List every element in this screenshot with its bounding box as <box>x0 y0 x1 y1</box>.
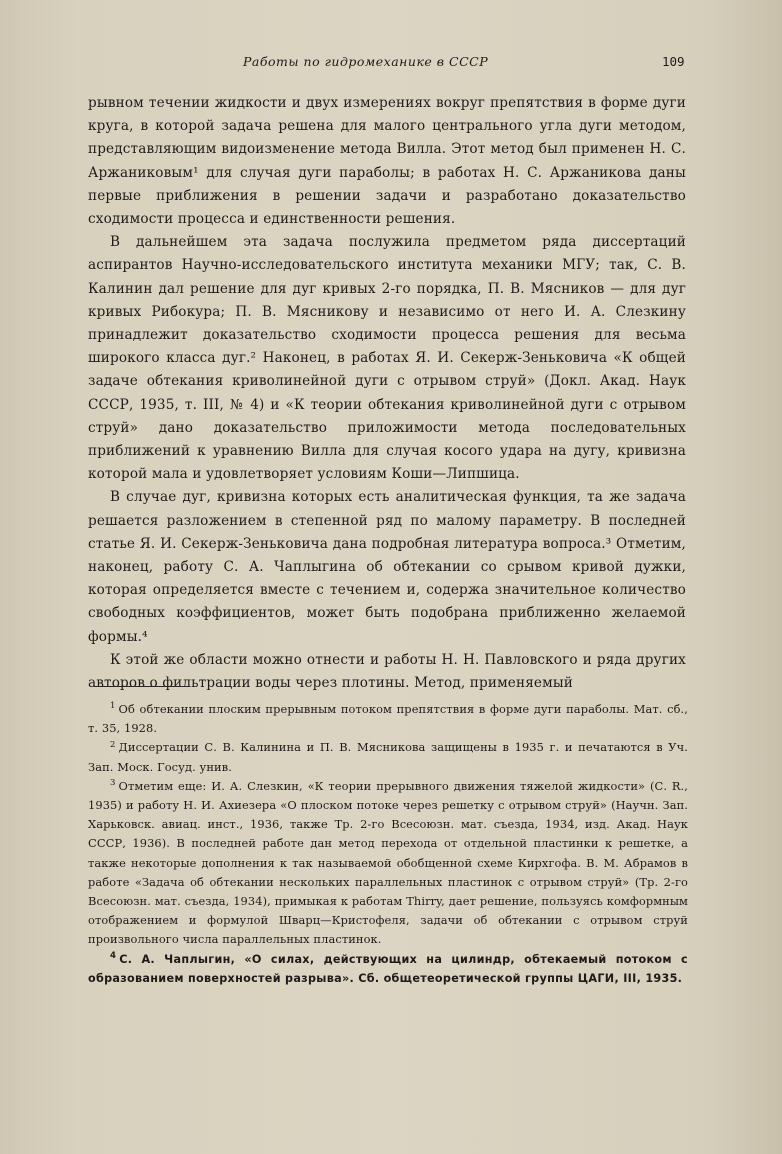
footnote <box>88 738 688 776</box>
footnote-separator <box>94 686 190 687</box>
page-header <box>0 54 782 74</box>
footnote-mark: 2 <box>110 739 116 750</box>
footnote <box>88 700 688 738</box>
paragraph: К этой же области можно отнести и работы Н. Н. Павловского и ряда других авторов о фильтрации воды через плотины. Метод, применяемый <box>88 651 686 692</box>
footnote <box>88 950 688 988</box>
footnotes <box>88 700 688 988</box>
main-text <box>88 92 686 695</box>
footnote-text: С. А. Чаплыгин, «О силах, действующих на цилиндр, обтекаемый потоком с образованием поверхностей разрыва». Сб. общетеоретической группы ЦАГИ, III, 1935. <box>88 952 688 985</box>
paragraph: рывном течении жидкости и двух измерениях вокруг препятствия в форме дуги круга, в которой задача решена для малого центрального угла дуги методом, представляющим видоизменение метода Вилла. Этот метод был применен Н. С. Аржаниковым¹ для случая дуги параболы; в работах Н. С. Аржаникова даны первые приближения в решении задачи и разработано доказательство сходимости процесса и единственности решения. <box>88 95 686 228</box>
running-title: Работы по гидромеханике в СССР <box>243 54 489 69</box>
paragraph: В случае дуг, кривизна которых есть аналитическая функция, та же задача решается разложением в степенной ряд по малому параметру. В последней статье Я. И. Секерж-Зеньковича дана подробная литература вопроса.³ Отметим, наконец, работу С. А. Чаплыгина об обтекании со срывом кривой дужки, которая определяется вместе с течением и, содержа значительное количество свободных коэффициентов, может быть подобрана приближенно желаемой формы.⁴ <box>88 489 686 645</box>
footnote-mark: 3 <box>110 778 116 789</box>
footnote-mark: 4 <box>110 950 117 961</box>
paragraph: В дальнейшем эта задача послужила предметом ряда диссертаций аспирантов Научно-исследовательского института механики МГУ; так, С. В. Калинин дал решение для дуг кривых 2-го порядка, П. В. Мясников — для дуг кривых Рибокура; П. В. Мясникову и независимо от него И. А. Слезкину принадлежит доказательство сходимости процесса решения для весьма широкого класса дуг.² Наконец, в работах Я. И. Секерж-Зеньковича «К общей задаче обтекания криволинейной дуги с отрывом струй» (Докл. Акад. Наук СССР, 1935, т. III, № 4) и «К теории обтекания криволинейной дуги с отрывом струй» дано доказательство приложимости метода последовательных приближений к уравнению Вилла для случая косого удара на дугу, кривизна которой мала и удовлетворяет условиям Коши—Липшица. <box>88 234 686 483</box>
footnote-text: Об обтекании плоским прерывным потоком препятствия в форме дуги параболы. Мат. сб., т. 35, 1928. <box>88 702 688 736</box>
footnote <box>88 777 688 950</box>
footnote-mark: 1 <box>110 701 116 712</box>
footnote-text: Отметим еще: И. А. Слезкин, «К теории прерывного движения тяжелой жидкости» (С. R., 1935) и работу Н. И. Ахиезера «О плоском потоке через решетку с отрывом струй» (Научн. Зап. Харьковск. авиац. инст., 1936, также Тр. 2-го Всесоюзн. мат. съезда, 1934, изд. Акад. Наук СССР, 1936). В последней работе дан метод перехода от отдельной пластинки к решетке, а также некоторые дополнения к так называемой обобщенной схеме Кирхгофа. В. М. Абрамов в работе «Задача об обтекании нескольких параллельных пластинок с отрывом струй» (Тр. 2-го Всесоюзн. мат. съезда, 1934), примыкая к работам Thirry, дает решение, пользуясь комформным отображением и формулой Шварц—Кристофеля, задачи об обтекании с отрывом струй произвольного числа параллельных пластинок. <box>88 778 688 947</box>
page-number: 109 <box>662 54 685 69</box>
footnote-text: Диссертации С. В. Калинина и П. В. Мясникова защищены в 1935 г. и печатаются в Уч. Зап. Моск. Госуд. унив. <box>88 740 688 774</box>
